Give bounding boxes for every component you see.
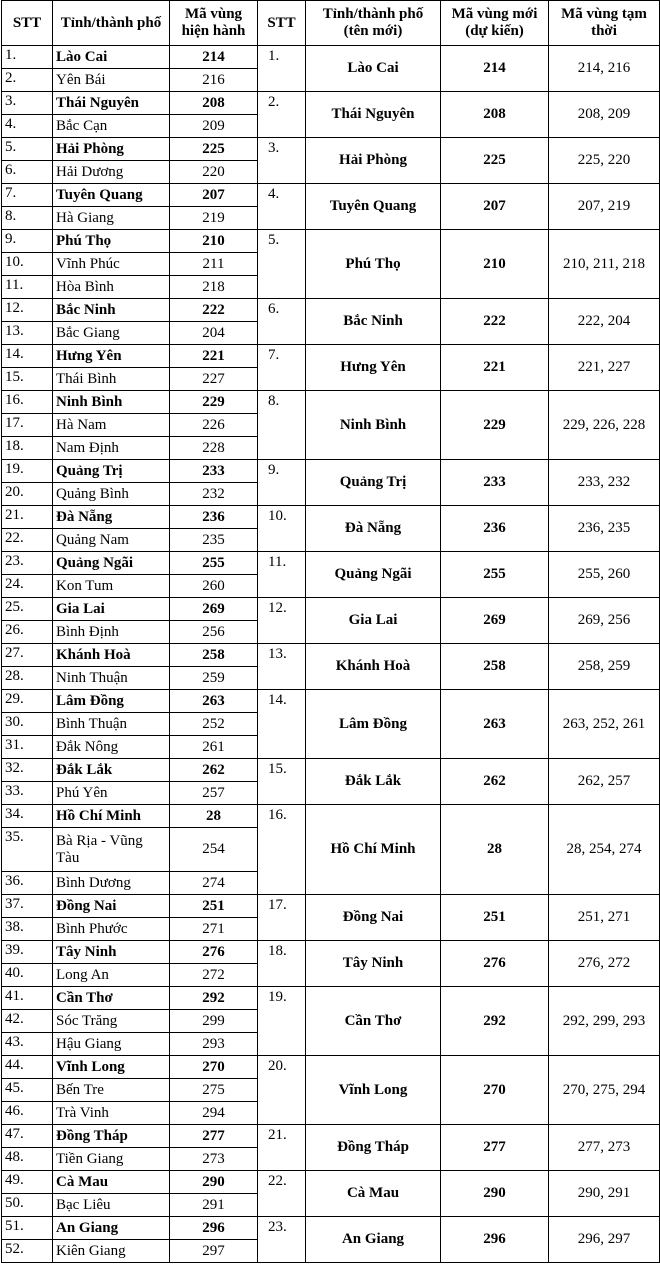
old-stt-cell: 30. bbox=[2, 713, 53, 736]
old-stt-cell: 37. bbox=[2, 895, 53, 918]
temp-code-cell: 251, 271 bbox=[549, 895, 660, 941]
old-province-cell: Hậu Giang bbox=[53, 1033, 170, 1056]
current-code-cell: 297 bbox=[170, 1240, 258, 1263]
old-province-cell: Đồng Nai bbox=[53, 895, 170, 918]
table-row bbox=[2, 299, 660, 322]
new-province-cell: Tuyên Quang bbox=[306, 184, 441, 230]
old-province-cell: Sóc Trăng bbox=[53, 1010, 170, 1033]
temp-code-cell: 233, 232 bbox=[549, 460, 660, 506]
table-row bbox=[2, 805, 660, 828]
temp-code-cell: 270, 275, 294 bbox=[549, 1056, 660, 1125]
old-province-cell: Tuyên Quang bbox=[53, 184, 170, 207]
new-code-cell: 221 bbox=[441, 345, 549, 391]
new-stt-cell: 6. bbox=[258, 299, 306, 345]
header-stt: STT bbox=[2, 1, 53, 46]
old-province-cell: Bạc Liêu bbox=[53, 1194, 170, 1217]
old-province-cell: Kon Tum bbox=[53, 575, 170, 598]
current-code-cell: 299 bbox=[170, 1010, 258, 1033]
new-province-cell: Đồng Tháp bbox=[306, 1125, 441, 1171]
old-stt-cell: 7. bbox=[2, 184, 53, 207]
new-code-cell: 225 bbox=[441, 138, 549, 184]
new-stt-cell: 13. bbox=[258, 644, 306, 690]
old-province-cell: Bình Định bbox=[53, 621, 170, 644]
table-row bbox=[2, 92, 660, 115]
current-code-cell: 269 bbox=[170, 598, 258, 621]
old-province-cell: Cà Mau bbox=[53, 1171, 170, 1194]
new-code-cell: 290 bbox=[441, 1171, 549, 1217]
current-code-cell: 273 bbox=[170, 1148, 258, 1171]
current-code-cell: 254 bbox=[170, 828, 258, 872]
current-code-cell: 293 bbox=[170, 1033, 258, 1056]
new-stt-cell: 10. bbox=[258, 506, 306, 552]
temp-code-cell: 263, 252, 261 bbox=[549, 690, 660, 759]
old-province-cell: Quảng Bình bbox=[53, 483, 170, 506]
old-stt-cell: 3. bbox=[2, 92, 53, 115]
old-province-cell: Quảng Nam bbox=[53, 529, 170, 552]
current-code-cell: 277 bbox=[170, 1125, 258, 1148]
old-stt-cell: 15. bbox=[2, 368, 53, 391]
table-row bbox=[2, 644, 660, 667]
old-province-cell: An Giang bbox=[53, 1217, 170, 1240]
old-stt-cell: 50. bbox=[2, 1194, 53, 1217]
old-province-cell: Phú Thọ bbox=[53, 230, 170, 253]
current-code-cell: 208 bbox=[170, 92, 258, 115]
old-stt-cell: 51. bbox=[2, 1217, 53, 1240]
old-stt-cell: 13. bbox=[2, 322, 53, 345]
new-province-cell: An Giang bbox=[306, 1217, 441, 1263]
current-code-cell: 226 bbox=[170, 414, 258, 437]
temp-code-cell: 222, 204 bbox=[549, 299, 660, 345]
old-province-cell: Tiền Giang bbox=[53, 1148, 170, 1171]
current-code-cell: 207 bbox=[170, 184, 258, 207]
current-code-cell: 276 bbox=[170, 941, 258, 964]
new-province-cell: Ninh Bình bbox=[306, 391, 441, 460]
new-stt-cell: 3. bbox=[258, 138, 306, 184]
new-code-cell: 277 bbox=[441, 1125, 549, 1171]
new-code-cell: 269 bbox=[441, 598, 549, 644]
new-stt-cell: 12. bbox=[258, 598, 306, 644]
old-province-cell: Đắk Nông bbox=[53, 736, 170, 759]
table-row bbox=[2, 391, 660, 414]
old-stt-cell: 38. bbox=[2, 918, 53, 941]
old-stt-cell: 28. bbox=[2, 667, 53, 690]
new-code-cell: 251 bbox=[441, 895, 549, 941]
old-stt-cell: 2. bbox=[2, 69, 53, 92]
new-code-cell: 296 bbox=[441, 1217, 549, 1263]
old-stt-cell: 26. bbox=[2, 621, 53, 644]
old-stt-cell: 34. bbox=[2, 805, 53, 828]
old-province-cell: Lào Cai bbox=[53, 46, 170, 69]
current-code-cell: 271 bbox=[170, 918, 258, 941]
new-stt-cell: 14. bbox=[258, 690, 306, 759]
old-stt-cell: 24. bbox=[2, 575, 53, 598]
old-province-cell: Thái Nguyên bbox=[53, 92, 170, 115]
header-province: Tỉnh/thành phố bbox=[53, 1, 170, 46]
old-stt-cell: 27. bbox=[2, 644, 53, 667]
header-temp-code: Mã vùng tạm thời bbox=[549, 1, 660, 46]
old-province-cell: Tây Ninh bbox=[53, 941, 170, 964]
new-province-cell: Đắk Lắk bbox=[306, 759, 441, 805]
new-stt-cell: 19. bbox=[258, 987, 306, 1056]
temp-code-cell: 276, 272 bbox=[549, 941, 660, 987]
new-code-cell: 208 bbox=[441, 92, 549, 138]
old-province-cell: Long An bbox=[53, 964, 170, 987]
old-province-cell: Bắc Giang bbox=[53, 322, 170, 345]
current-code-cell: 28 bbox=[170, 805, 258, 828]
new-province-cell: Khánh Hoà bbox=[306, 644, 441, 690]
old-stt-cell: 36. bbox=[2, 872, 53, 895]
old-province-cell: Đồng Tháp bbox=[53, 1125, 170, 1148]
current-code-cell: 210 bbox=[170, 230, 258, 253]
table-row bbox=[2, 1217, 660, 1240]
new-province-cell: Quảng Ngãi bbox=[306, 552, 441, 598]
table-row bbox=[2, 506, 660, 529]
current-code-cell: 263 bbox=[170, 690, 258, 713]
old-stt-cell: 20. bbox=[2, 483, 53, 506]
old-stt-cell: 43. bbox=[2, 1033, 53, 1056]
current-code-cell: 255 bbox=[170, 552, 258, 575]
old-province-cell: Quảng Ngãi bbox=[53, 552, 170, 575]
old-stt-cell: 29. bbox=[2, 690, 53, 713]
new-province-cell: Gia Lai bbox=[306, 598, 441, 644]
current-code-cell: 259 bbox=[170, 667, 258, 690]
temp-code-cell: 214, 216 bbox=[549, 46, 660, 92]
new-code-cell: 292 bbox=[441, 987, 549, 1056]
old-stt-cell: 47. bbox=[2, 1125, 53, 1148]
area-code-table bbox=[1, 0, 660, 1263]
old-stt-cell: 16. bbox=[2, 391, 53, 414]
old-province-cell: Vĩnh Phúc bbox=[53, 253, 170, 276]
temp-code-cell: 292, 299, 293 bbox=[549, 987, 660, 1056]
temp-code-cell: 207, 219 bbox=[549, 184, 660, 230]
new-province-cell: Tây Ninh bbox=[306, 941, 441, 987]
new-code-cell: 233 bbox=[441, 460, 549, 506]
old-province-cell: Cần Thơ bbox=[53, 987, 170, 1010]
new-code-cell: 263 bbox=[441, 690, 549, 759]
current-code-cell: 229 bbox=[170, 391, 258, 414]
current-code-cell: 219 bbox=[170, 207, 258, 230]
old-stt-cell: 44. bbox=[2, 1056, 53, 1079]
new-code-cell: 229 bbox=[441, 391, 549, 460]
new-stt-cell: 8. bbox=[258, 391, 306, 460]
new-stt-cell: 23. bbox=[258, 1217, 306, 1263]
temp-code-cell: 221, 227 bbox=[549, 345, 660, 391]
old-province-cell: Ninh Thuận bbox=[53, 667, 170, 690]
current-code-cell: 260 bbox=[170, 575, 258, 598]
new-code-cell: 222 bbox=[441, 299, 549, 345]
old-province-cell: Khánh Hoà bbox=[53, 644, 170, 667]
temp-code-cell: 225, 220 bbox=[549, 138, 660, 184]
old-province-cell: Hòa Bình bbox=[53, 276, 170, 299]
current-code-cell: 228 bbox=[170, 437, 258, 460]
old-stt-cell: 41. bbox=[2, 987, 53, 1010]
header-current-code: Mã vùng hiện hành bbox=[170, 1, 258, 46]
new-province-cell: Hưng Yên bbox=[306, 345, 441, 391]
current-code-cell: 225 bbox=[170, 138, 258, 161]
new-province-cell: Lâm Đồng bbox=[306, 690, 441, 759]
current-code-cell: 270 bbox=[170, 1056, 258, 1079]
new-stt-cell: 17. bbox=[258, 895, 306, 941]
old-stt-cell: 52. bbox=[2, 1240, 53, 1263]
new-code-cell: 262 bbox=[441, 759, 549, 805]
old-province-cell: Bến Tre bbox=[53, 1079, 170, 1102]
new-province-cell: Bắc Ninh bbox=[306, 299, 441, 345]
temp-code-cell: 208, 209 bbox=[549, 92, 660, 138]
current-code-cell: 235 bbox=[170, 529, 258, 552]
new-stt-cell: 22. bbox=[258, 1171, 306, 1217]
current-code-cell: 221 bbox=[170, 345, 258, 368]
table-row bbox=[2, 345, 660, 368]
new-stt-cell: 9. bbox=[258, 460, 306, 506]
old-stt-cell: 14. bbox=[2, 345, 53, 368]
new-province-cell: Cần Thơ bbox=[306, 987, 441, 1056]
current-code-cell: 292 bbox=[170, 987, 258, 1010]
table-row bbox=[2, 138, 660, 161]
old-stt-cell: 49. bbox=[2, 1171, 53, 1194]
current-code-cell: 233 bbox=[170, 460, 258, 483]
old-province-cell: Nam Định bbox=[53, 437, 170, 460]
current-code-cell: 236 bbox=[170, 506, 258, 529]
new-code-cell: 255 bbox=[441, 552, 549, 598]
new-province-cell: Thái Nguyên bbox=[306, 92, 441, 138]
old-stt-cell: 10. bbox=[2, 253, 53, 276]
new-province-cell: Lào Cai bbox=[306, 46, 441, 92]
table-row bbox=[2, 552, 660, 575]
temp-code-cell: 258, 259 bbox=[549, 644, 660, 690]
header-new-code: Mã vùng mới (dự kiến) bbox=[441, 1, 549, 46]
current-code-cell: 262 bbox=[170, 759, 258, 782]
current-code-cell: 256 bbox=[170, 621, 258, 644]
old-stt-cell: 12. bbox=[2, 299, 53, 322]
new-stt-cell: 5. bbox=[258, 230, 306, 299]
old-province-cell: Yên Bái bbox=[53, 69, 170, 92]
old-province-cell: Gia Lai bbox=[53, 598, 170, 621]
temp-code-cell: 290, 291 bbox=[549, 1171, 660, 1217]
current-code-cell: 291 bbox=[170, 1194, 258, 1217]
table-row bbox=[2, 690, 660, 713]
old-province-cell: Phú Yên bbox=[53, 782, 170, 805]
temp-code-cell: 229, 226, 228 bbox=[549, 391, 660, 460]
old-stt-cell: 33. bbox=[2, 782, 53, 805]
old-stt-cell: 18. bbox=[2, 437, 53, 460]
table-row bbox=[2, 1056, 660, 1079]
table-row bbox=[2, 230, 660, 253]
old-stt-cell: 42. bbox=[2, 1010, 53, 1033]
old-stt-cell: 5. bbox=[2, 138, 53, 161]
new-stt-cell: 1. bbox=[258, 46, 306, 92]
header-stt-new: STT bbox=[258, 1, 306, 46]
current-code-cell: 218 bbox=[170, 276, 258, 299]
current-code-cell: 272 bbox=[170, 964, 258, 987]
new-stt-cell: 11. bbox=[258, 552, 306, 598]
new-stt-cell: 16. bbox=[258, 805, 306, 895]
old-stt-cell: 9. bbox=[2, 230, 53, 253]
old-province-cell: Thái Bình bbox=[53, 368, 170, 391]
old-province-cell: Hải Dương bbox=[53, 161, 170, 184]
new-stt-cell: 2. bbox=[258, 92, 306, 138]
old-stt-cell: 46. bbox=[2, 1102, 53, 1125]
new-province-cell: Vĩnh Long bbox=[306, 1056, 441, 1125]
current-code-cell: 258 bbox=[170, 644, 258, 667]
old-stt-cell: 40. bbox=[2, 964, 53, 987]
new-code-cell: 258 bbox=[441, 644, 549, 690]
new-stt-cell: 15. bbox=[258, 759, 306, 805]
old-stt-cell: 6. bbox=[2, 161, 53, 184]
header-new-province: Tỉnh/thành phố (tên mới) bbox=[306, 1, 441, 46]
table-row bbox=[2, 987, 660, 1010]
old-province-cell: Quảng Trị bbox=[53, 460, 170, 483]
old-province-cell: Bình Dương bbox=[53, 872, 170, 895]
current-code-cell: 216 bbox=[170, 69, 258, 92]
temp-code-cell: 296, 297 bbox=[549, 1217, 660, 1263]
old-province-cell: Đà Nẵng bbox=[53, 506, 170, 529]
current-code-cell: 275 bbox=[170, 1079, 258, 1102]
current-code-cell: 211 bbox=[170, 253, 258, 276]
table-body bbox=[2, 46, 660, 1263]
current-code-cell: 296 bbox=[170, 1217, 258, 1240]
temp-code-cell: 236, 235 bbox=[549, 506, 660, 552]
old-stt-cell: 48. bbox=[2, 1148, 53, 1171]
current-code-cell: 274 bbox=[170, 872, 258, 895]
old-province-cell: Bà Rịa - Vũng Tàu bbox=[53, 828, 170, 872]
new-code-cell: 207 bbox=[441, 184, 549, 230]
old-stt-cell: 4. bbox=[2, 115, 53, 138]
new-code-cell: 210 bbox=[441, 230, 549, 299]
table-row bbox=[2, 941, 660, 964]
old-stt-cell: 39. bbox=[2, 941, 53, 964]
old-stt-cell: 35. bbox=[2, 828, 53, 872]
old-province-cell: Bình Phước bbox=[53, 918, 170, 941]
old-stt-cell: 8. bbox=[2, 207, 53, 230]
current-code-cell: 222 bbox=[170, 299, 258, 322]
old-stt-cell: 17. bbox=[2, 414, 53, 437]
new-province-cell: Hồ Chí Minh bbox=[306, 805, 441, 895]
old-stt-cell: 21. bbox=[2, 506, 53, 529]
old-stt-cell: 22. bbox=[2, 529, 53, 552]
old-province-cell: Bắc Ninh bbox=[53, 299, 170, 322]
new-province-cell: Phú Thọ bbox=[306, 230, 441, 299]
old-province-cell: Hà Nam bbox=[53, 414, 170, 437]
old-stt-cell: 45. bbox=[2, 1079, 53, 1102]
new-code-cell: 270 bbox=[441, 1056, 549, 1125]
new-stt-cell: 7. bbox=[258, 345, 306, 391]
old-stt-cell: 1. bbox=[2, 46, 53, 69]
new-province-cell: Đà Nẵng bbox=[306, 506, 441, 552]
table-row bbox=[2, 759, 660, 782]
new-stt-cell: 18. bbox=[258, 941, 306, 987]
old-province-cell: Lâm Đồng bbox=[53, 690, 170, 713]
table-row bbox=[2, 184, 660, 207]
temp-code-cell: 255, 260 bbox=[549, 552, 660, 598]
old-stt-cell: 25. bbox=[2, 598, 53, 621]
new-province-cell: Quảng Trị bbox=[306, 460, 441, 506]
table-row bbox=[2, 460, 660, 483]
old-stt-cell: 19. bbox=[2, 460, 53, 483]
current-code-cell: 232 bbox=[170, 483, 258, 506]
new-code-cell: 236 bbox=[441, 506, 549, 552]
current-code-cell: 227 bbox=[170, 368, 258, 391]
current-code-cell: 209 bbox=[170, 115, 258, 138]
current-code-cell: 290 bbox=[170, 1171, 258, 1194]
current-code-cell: 251 bbox=[170, 895, 258, 918]
table-row bbox=[2, 598, 660, 621]
new-code-cell: 28 bbox=[441, 805, 549, 895]
new-province-cell: Hải Phòng bbox=[306, 138, 441, 184]
table-row bbox=[2, 46, 660, 69]
old-province-cell: Vĩnh Long bbox=[53, 1056, 170, 1079]
old-province-cell: Bình Thuận bbox=[53, 713, 170, 736]
header-row bbox=[2, 1, 660, 46]
new-province-cell: Đồng Nai bbox=[306, 895, 441, 941]
new-province-cell: Cà Mau bbox=[306, 1171, 441, 1217]
new-stt-cell: 20. bbox=[258, 1056, 306, 1125]
new-stt-cell: 21. bbox=[258, 1125, 306, 1171]
temp-code-cell: 277, 273 bbox=[549, 1125, 660, 1171]
current-code-cell: 220 bbox=[170, 161, 258, 184]
temp-code-cell: 28, 254, 274 bbox=[549, 805, 660, 895]
current-code-cell: 257 bbox=[170, 782, 258, 805]
old-province-cell: Trà Vinh bbox=[53, 1102, 170, 1125]
current-code-cell: 204 bbox=[170, 322, 258, 345]
temp-code-cell: 269, 256 bbox=[549, 598, 660, 644]
old-stt-cell: 11. bbox=[2, 276, 53, 299]
old-stt-cell: 31. bbox=[2, 736, 53, 759]
table-row bbox=[2, 1171, 660, 1194]
temp-code-cell: 262, 257 bbox=[549, 759, 660, 805]
temp-code-cell: 210, 211, 218 bbox=[549, 230, 660, 299]
old-stt-cell: 32. bbox=[2, 759, 53, 782]
new-code-cell: 214 bbox=[441, 46, 549, 92]
table-row bbox=[2, 895, 660, 918]
table-row bbox=[2, 1125, 660, 1148]
old-stt-cell: 23. bbox=[2, 552, 53, 575]
current-code-cell: 252 bbox=[170, 713, 258, 736]
new-stt-cell: 4. bbox=[258, 184, 306, 230]
current-code-cell: 261 bbox=[170, 736, 258, 759]
old-province-cell: Hải Phòng bbox=[53, 138, 170, 161]
old-province-cell: Hưng Yên bbox=[53, 345, 170, 368]
old-province-cell: Hồ Chí Minh bbox=[53, 805, 170, 828]
old-province-cell: Đắk Lắk bbox=[53, 759, 170, 782]
old-province-cell: Bắc Cạn bbox=[53, 115, 170, 138]
old-province-cell: Kiên Giang bbox=[53, 1240, 170, 1263]
current-code-cell: 294 bbox=[170, 1102, 258, 1125]
old-province-cell: Ninh Bình bbox=[53, 391, 170, 414]
new-code-cell: 276 bbox=[441, 941, 549, 987]
current-code-cell: 214 bbox=[170, 46, 258, 69]
old-province-cell: Hà Giang bbox=[53, 207, 170, 230]
